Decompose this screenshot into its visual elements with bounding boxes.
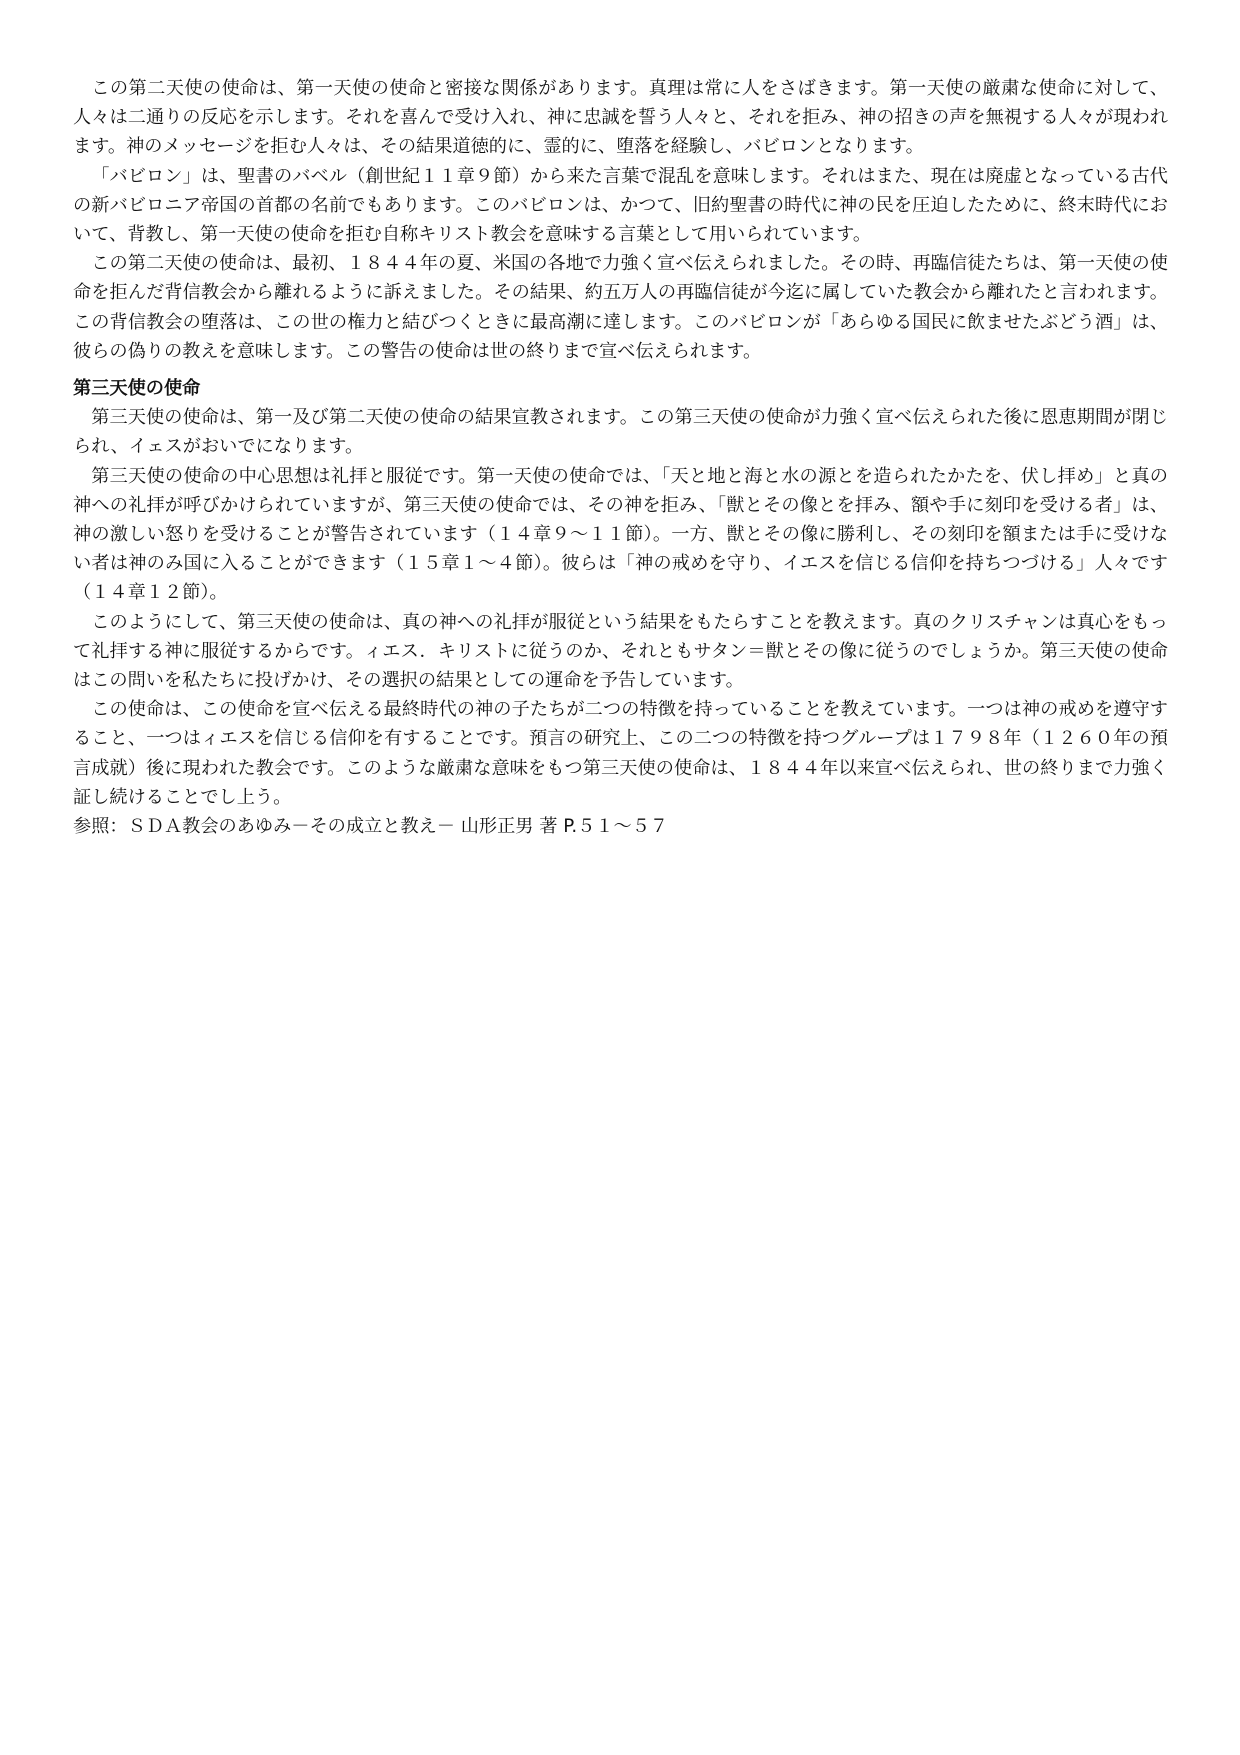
paragraph-second-angel-intro: この第二天使の使命は、第一天使の使命と密接な関係があります。真理は常に人をさばきます。第一天使の厳粛な使命に対して、人々は二通りの反応を示します。それを喜んで受け入れ、神に忠誠を誓う人々と、それを拒み、神の招きの声を無視する人々が現われます。神のメッセージを拒む人々は、その結果道徳的に、霊的に、堕落を経験し、バビロンとなります。 [73, 78, 1168, 158]
paragraph-third-angel-intro: 第三天使の使命は、第一及び第二天使の使命の結果宣教されます。この第三天使の使命が力強く宣べ伝えられた後に恩恵期間が閉じられ、イェスがおいでになります。 [73, 407, 1168, 458]
paragraph-second-angel-1844: この第二天使の使命は、最初、１８４４年の夏、米国の各地で力強く宣べ伝えられました。その時、再臨信徒たちは、第一天使の使命を拒んだ背信教会から離れるように訴えました。その結果、約五万人の再臨信徒が今迄に属していた教会から離れたと言われます。この背信教会の堕落は、この世の権力と結びつくときに最高潮に達します。このバビロンが「あらゆる国民に飲ませたぶどう酒」は、彼らの偽りの教えを意味します。この警告の使命は世の終りまで宣べ伝えられます。 [73, 253, 1168, 362]
paragraph-babylon-meaning: 「バビロン」は、聖書のバベル（創世紀１１章９節）から来た言葉で混乱を意味します。それはまた、現在は廃虚となっている古代の新バビロニア帝国の首都の名前でもあります。このバビロンは、かつて、旧約聖書の時代に神の民を圧迫したために、終末時代において、背教し、第一天使の使命を拒む自称キリスト教会を意味する言葉として用いられています。 [73, 165, 1168, 246]
paragraph-two-characteristics: この使命は、この使命を宣べ伝える最終時代の神の子たちが二つの特徴を持っていることを教えています。一つは神の戒めを遵守すること、一つはィエスを信じる信仰を有することです。預言の研究上、この二つの特徴を持つグループは１７９８年（１２６０年の預言成就）後に現われた教会です。このような厳粛な意味をもつ第三天使の使命は、１８４４年以来宣べ伝えられ、世の終りまで力強く証し続けることでし上う。 [73, 699, 1168, 808]
paragraph-worship-obedience: 第三天使の使命の中心思想は礼拝と服従です。第一天使の使命では、「天と地と海と水の源とを造られたかたを、伏し拝め」と真の神への礼拝が呼びかけられていますが、第三天使の使命では、その神を拒み、「獣とその像とを拝み、額や手に刻印を受ける者」は、神の激しい怒りを受けることが警告されています（１４章９～１１節）。一方、獣とその像に勝利し、その刻印を額または手に受けない者は神のみ国に入ることができます（１５章１～４節）。彼らは「神の戒めを守り、イエスを信じる信仰を持ちつづける」人々です（１４章１２節）。 [73, 465, 1168, 604]
section-heading-third-angel: 第三天使の使命 [73, 378, 201, 400]
reference-citation: 参照：ＳＤＡ教会のあゆみ－その成立と教え－ 山形正男 著 P.５１～５７ [73, 816, 669, 838]
paragraph-true-christian: このようにして、第三天使の使命は、真の神への礼拝が服従という結果をもたらすことを教えます。真のクリスチャンは真心をもって礼拝する神に服従するからです。ィエス．キリストに従うのか、それともサタン＝獣とその像に従うのでしょうか。第三天使の使命はこの問いを私たちに投げかけ、その選択の結果としての運命を予告しています。 [73, 611, 1168, 692]
document-page [73, 74, 1168, 841]
